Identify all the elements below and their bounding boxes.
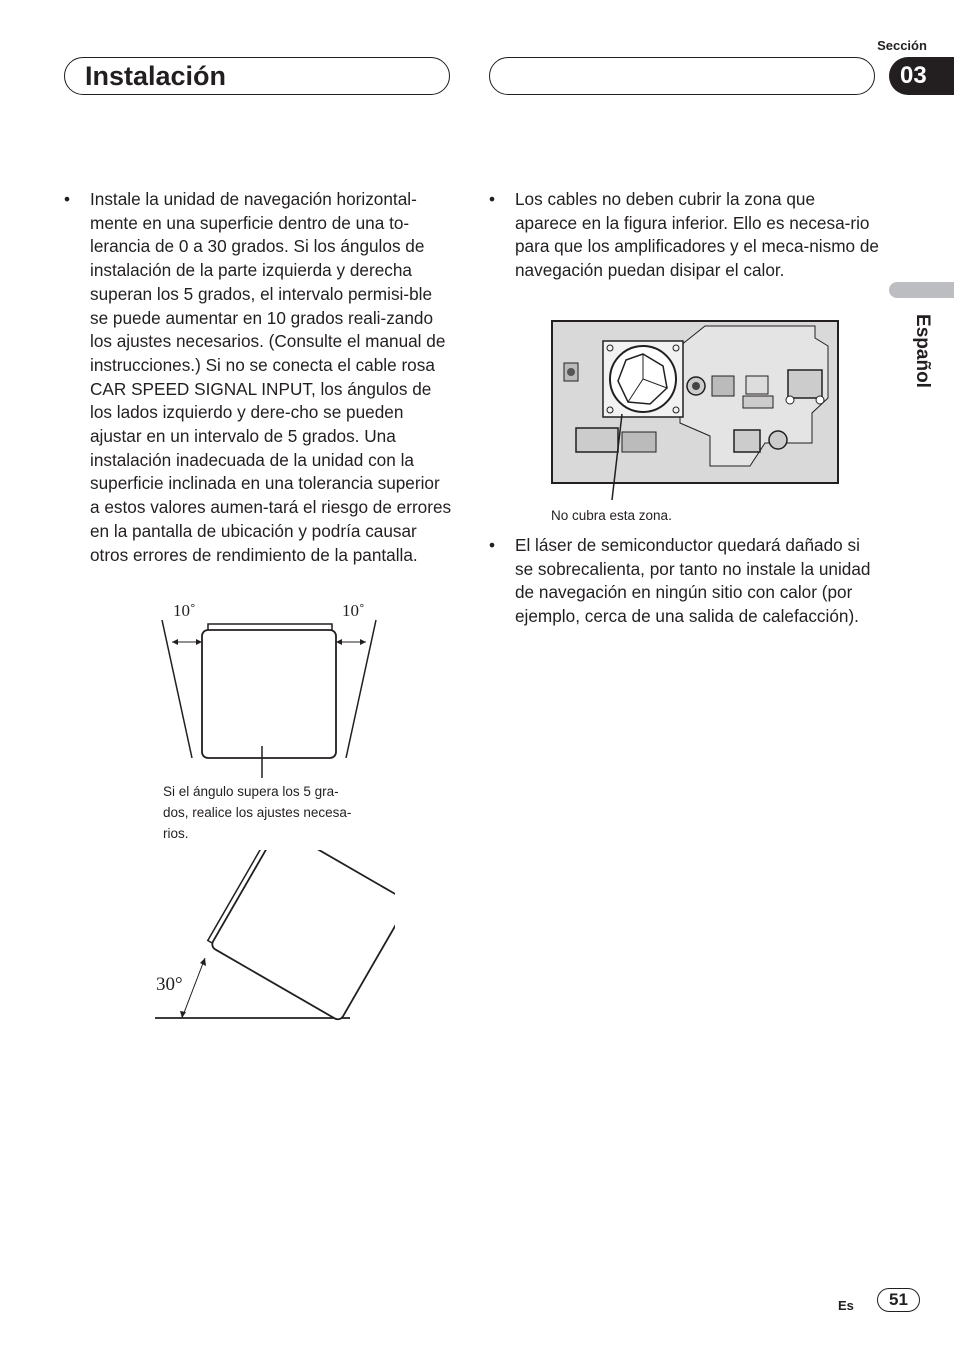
bullet-item xyxy=(64,188,454,567)
bullet-dot: • xyxy=(64,189,71,209)
bullet-item xyxy=(489,534,881,629)
bullet-text: Instale la unidad de navegación horizontal-mente en una superficie dentro de una to-lerancia de 0 a 30 grados. Si los ángulos de instalación de la parte izquierda y derecha superan los 5 grados, el intervalo permisi-ble se puede aumentar en 10 grados reali-zando los ajustes necesarios. (Consulte el manual de instrucciones.) Si no se conecta el cable rosa CAR SPEED SIGNAL INPUT, los ángulos de los lados izquierdo y dere-cho se pueden ajustar en un intervalo de 5 grados. Una instalación inadecuada de la unidad con la superficie inclinada en una tolerancia superior a estos valores aumen-tará el riesgo de errores en la pantalla de ubicación y podría causar otros errores de rendimiento de la pantalla. xyxy=(90,189,452,565)
left-column xyxy=(64,188,454,581)
tilt-tolerance-figure xyxy=(150,600,390,780)
language-tab-marker xyxy=(889,282,954,298)
section-label: Sección xyxy=(877,38,927,53)
bullet-dot: • xyxy=(489,189,496,209)
right-column-top xyxy=(489,188,881,297)
caption-line: Si el ángulo supera los 5 gra- xyxy=(163,784,339,799)
bullet-dot: • xyxy=(489,535,496,555)
page-number: 51 xyxy=(877,1288,920,1312)
bullet-item xyxy=(489,188,881,283)
figure-3-caption: No cubra esta zona. xyxy=(551,508,672,523)
page-title: Instalación xyxy=(85,61,227,91)
caption-line: rios. xyxy=(163,826,189,841)
right-angle-label: 10˚ xyxy=(342,601,365,620)
rear-panel-figure xyxy=(550,318,842,503)
incline-figure xyxy=(150,850,395,1025)
section-number-badge: 03 xyxy=(889,57,954,95)
title-box xyxy=(64,57,450,95)
language-label: Español xyxy=(912,314,933,388)
footer-language-code: Es xyxy=(838,1298,854,1313)
caption-line: dos, realice los ajustes necesa- xyxy=(163,805,352,820)
bullet-text: Los cables no deben cubrir la zona que aparece en la figura inferior. Ello es necesa-rio para que los amplificadores y el meca-nismo de navegación puedan disipar el calor. xyxy=(515,189,879,281)
bullet-text: El láser de semiconductor quedará dañado si se sobrecalienta, por tanto no instale la unidad de navegación en ningún sitio con calor (por ejemplo, cerca de una salida de calefacción). xyxy=(515,535,871,627)
figure-1-caption xyxy=(163,781,393,844)
incline-angle-label: 30° xyxy=(156,974,183,995)
right-column-bottom xyxy=(489,534,881,643)
left-angle-label: 10˚ xyxy=(173,601,196,620)
header-blank-box xyxy=(489,57,875,95)
